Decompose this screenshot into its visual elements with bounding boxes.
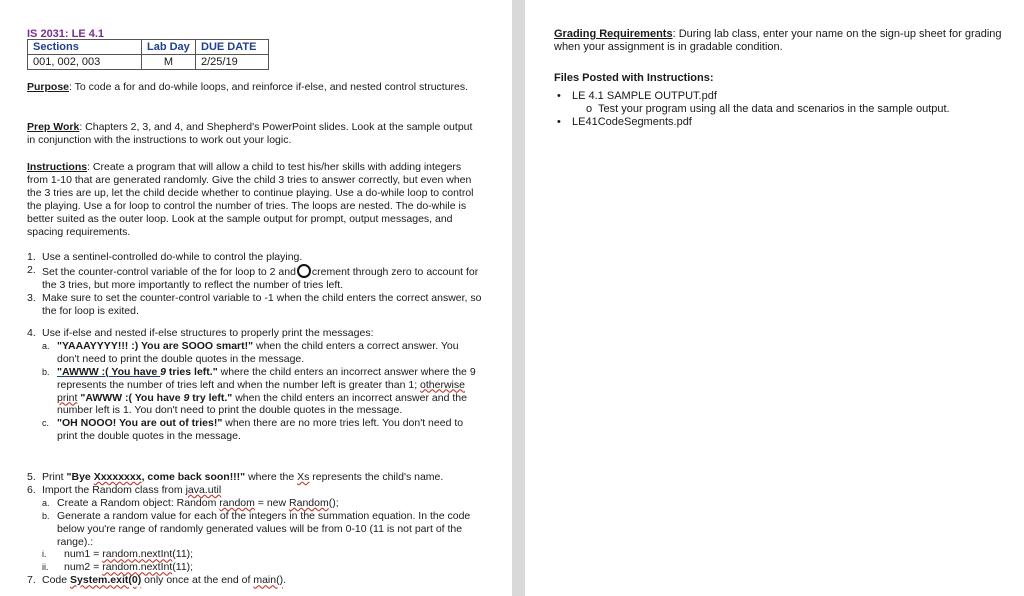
purpose-paragraph — [27, 81, 482, 94]
course-title: IS 2031: LE 4.1 — [27, 28, 105, 40]
steps-list-1 — [27, 251, 482, 318]
prep-text: : Chapters 2, 3, and 4, and Shepherd's PowerPoint slides. Look at the sample output in conjunction with the instructions to work out your logic. — [27, 121, 473, 146]
page-gutter — [512, 0, 525, 596]
prep-paragraph — [27, 121, 482, 147]
cell-lab-day: M — [142, 55, 196, 70]
instructions-text: : Create a program that will allow a child to test his/her skills with adding integers from 1-10 that are generated randomly. Give the child 3 tries to answer correctly, but even when the 3 tries are up, let the child decide whether to continue playing. Use a do-while loop to control the playing. Use a for loop to control the number of tries. The loops are nested. The do-while is better suited as the outer loop. Look at the sample output for prompt, output messages, and spacing requirements. — [27, 161, 474, 238]
list-item: a. "YAAAYYYY!!! :) You are SOOO smart!" when the child enters a correct answer. You don't need to print the double quotes in the message. — [42, 339, 459, 365]
header-sections: Sections — [28, 40, 142, 55]
list-item: 1. Use a sentinel-controlled do-while to control the playing. — [27, 251, 303, 263]
list-item: 4. Use if-else and nested if-else structures to properly print the messages: — [27, 327, 374, 339]
bullet-icon: • — [557, 115, 561, 128]
list-item: 5. Print "Bye Xxxxxxxx, come back soon!!!" where the Xs represents the child's name. — [27, 471, 444, 483]
cell-due-date: 2/25/19 — [196, 55, 269, 70]
header-due-date: DUE DATE — [196, 40, 269, 55]
steps-list-4 — [27, 327, 482, 443]
list-item: o Test your program using all the data and scenarios in the sample output. — [586, 102, 950, 115]
list-item: 2. Set the counter-control variable of the for loop to 2 and crement through zero to account for the 3 tries, but more importantly to reflect the number of tries left. — [27, 263, 479, 291]
grading-label: Grading Requirements — [554, 28, 673, 40]
right-page — [525, 0, 1024, 596]
list-item: c. "OH NOOO! You are out of tries!" when there are no more tries left. You don't need to print the double quotes in the message. — [42, 417, 464, 443]
header-lab-day: Lab Day — [142, 40, 196, 55]
list-item: • LE 4.1 SAMPLE OUTPUT.pdf — [557, 90, 717, 102]
list-item: b. Generate a random value for each of the integers in the summation equation. In the code below you're range of randomly generated values will be from 0-10 (11 is not part of the range).: — [42, 509, 471, 548]
list-item: 3. Make sure to set the counter-control variable to -1 when the child enters the correct answer, so the for loop is exited. — [27, 291, 482, 317]
cell-sections: 001, 002, 003 — [28, 55, 142, 70]
list-item: i. num1 = random.nextInt(11); — [42, 548, 194, 561]
purpose-text: : To code a for and do-while loops, and reinforce if-else, and nested control structures. — [69, 81, 469, 93]
sections-table — [27, 39, 269, 70]
steps-list-5 — [27, 471, 482, 587]
grading-text: : During lab class, enter your name on the sign-up sheet for grading when your assignment is in gradable condition. — [554, 28, 1002, 53]
circle-bullet-icon: o — [586, 102, 593, 115]
mouse-cursor-icon — [297, 264, 311, 278]
grading-paragraph — [554, 28, 1014, 54]
instructions-label: Instructions — [27, 161, 88, 173]
purpose-label: Purpose — [27, 81, 70, 93]
list-item: ii. num2 = random.nextInt(11); — [42, 561, 194, 574]
files-list — [554, 90, 1014, 129]
list-item: 6. Import the Random class from java.util — [27, 483, 222, 496]
instructions-paragraph — [27, 161, 482, 238]
list-item: 7. Code System.exit(0) only once at the end of main(). — [27, 574, 287, 587]
list-item: • LE41CodeSegments.pdf — [557, 115, 692, 128]
bullet-icon: • — [557, 90, 561, 102]
files-heading: Files Posted with Instructions: — [554, 72, 714, 84]
list-item: b. "AWWW :( You have 9 tries left." where the child enters an incorrect answer where the 9 represents the number of tries left and when the number left is greater than 1; otherwise print "AWWW :( You have 9 try left." when the child enters an incorrect answer and the number left is 1. You don't need to print the double quotes in the message. — [42, 365, 476, 417]
list-item: a. Create a Random object: Random random = new Random(); — [42, 496, 339, 509]
prep-label: Prep Work — [27, 121, 80, 133]
